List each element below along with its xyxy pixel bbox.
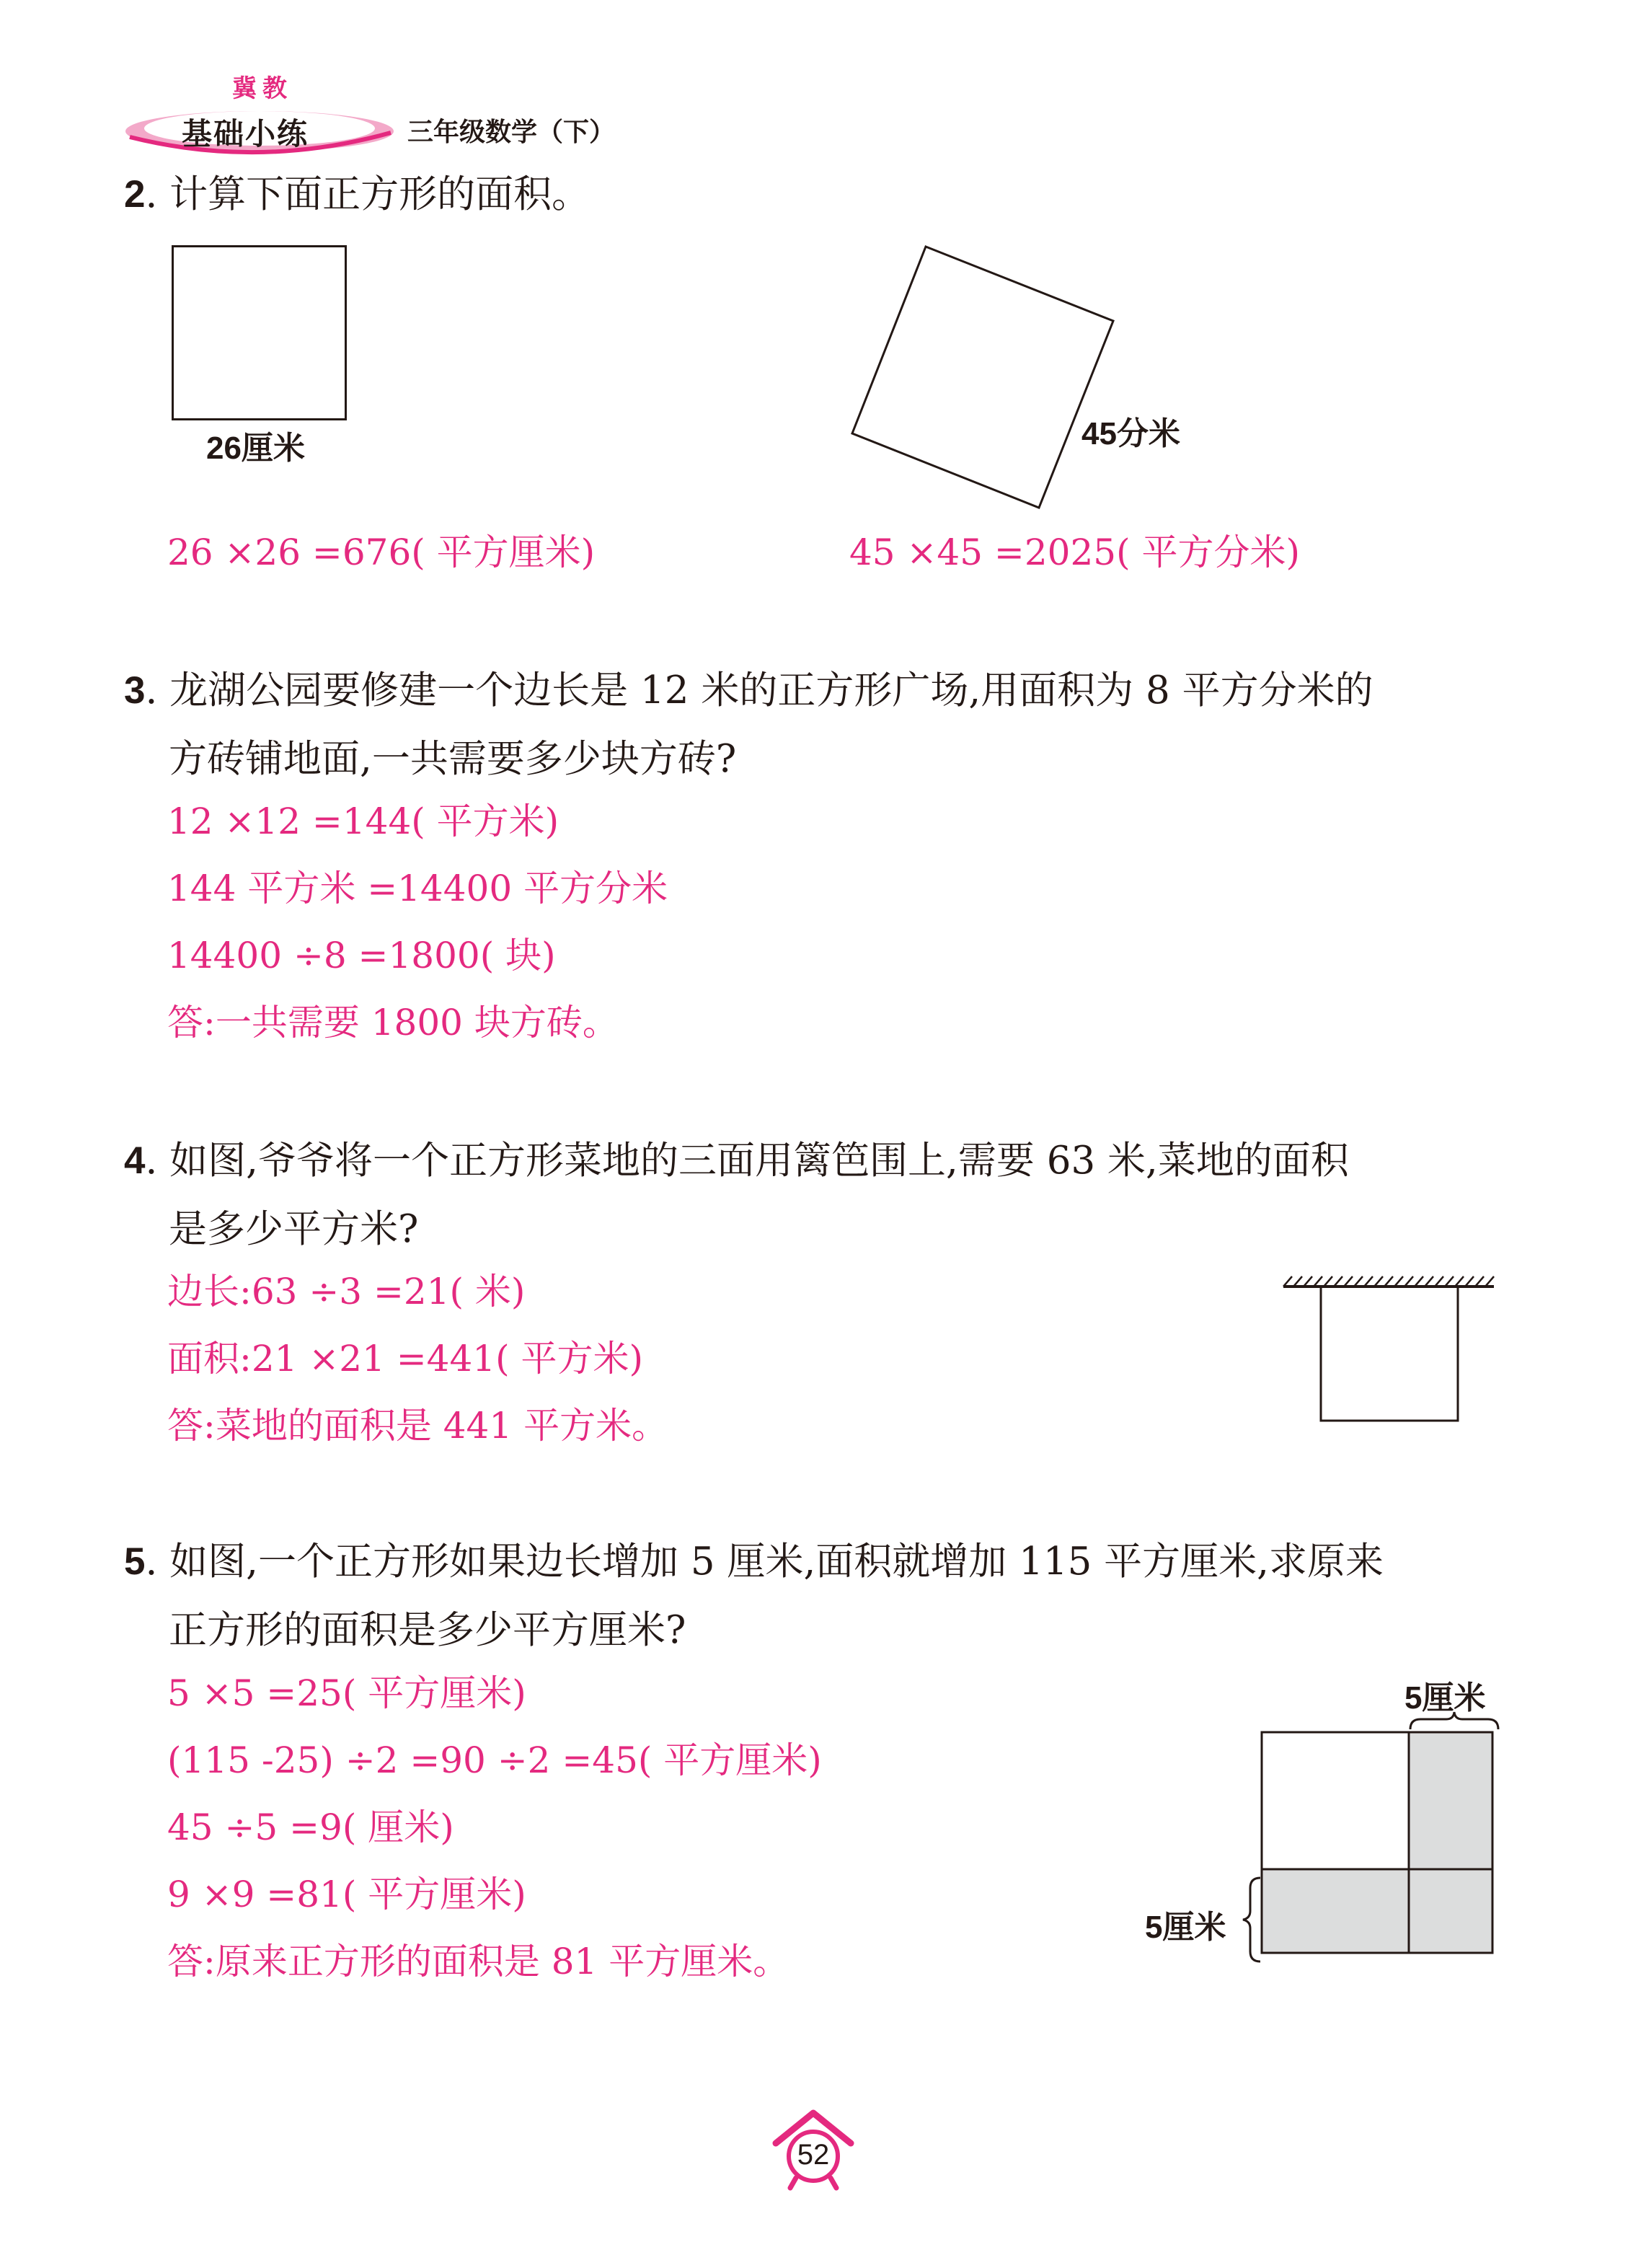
wall-hatching	[1283, 1276, 1494, 1287]
question-3-text	[124, 656, 1373, 793]
question-line: . 龙湖公园要修建一个边长是 12 米的正方形广场,用面积为 8 平方分米的	[145, 669, 1373, 712]
header	[123, 69, 642, 162]
fenced-garden-figure	[1278, 1269, 1501, 1435]
fence-three-sides	[1321, 1288, 1458, 1421]
question-5-text	[124, 1527, 1384, 1664]
answer-line: 45 ÷5 =9( 厘米)	[167, 1806, 454, 1848]
answer-line: 5 ×5 =25( 平方厘米)	[167, 1672, 526, 1714]
answer-line: 144 平方米 =14400 平方分米	[167, 868, 668, 909]
rotated-square-figure-45dm	[836, 231, 1139, 534]
answer-line: 14400 ÷8 =1800( 块)	[167, 935, 556, 976]
left-dimension-label: 5厘米	[1145, 1910, 1226, 1945]
question-line: . 如图,一个正方形如果边长增加 5 厘米,面积就增加 115 平方厘米,求原来	[145, 1540, 1384, 1584]
side-length-label-45dm: 45分米	[1081, 416, 1180, 451]
answer-line: 边长:63 ÷3 =21( 米)	[167, 1271, 526, 1312]
question-number: 5	[124, 1540, 146, 1583]
question-4-text	[124, 1126, 1349, 1263]
question-line: 是多少平方米?	[169, 1207, 419, 1251]
grade-subject: 三年级数学（下）	[407, 118, 616, 147]
edition-label: 冀教	[232, 74, 293, 103]
question-number: 3	[124, 669, 146, 712]
left-brace-icon	[1240, 1875, 1262, 1964]
answer-line: 答:一共需要 1800 块方砖。	[167, 1002, 619, 1043]
question-line: 正方形的面积是多少平方厘米?	[169, 1608, 686, 1652]
answer-block	[167, 1660, 822, 1995]
answer-block	[167, 788, 668, 1056]
answer-line: 9 ×9 =81( 平方厘米)	[167, 1874, 526, 1915]
answer-block	[167, 1258, 668, 1460]
square-figure-26cm	[172, 245, 347, 420]
question-line: 方砖铺地面,一共需要多少块方砖?	[169, 737, 737, 781]
question-2-text	[124, 160, 590, 229]
page-number-badge	[770, 2106, 857, 2192]
question-line: . 计算下面正方形的面积。	[145, 172, 590, 216]
question-line: . 如图,爷爷将一个正方形菜地的三面用篱笆围上,需要 63 米,菜地的面积	[145, 1139, 1349, 1183]
series-title: 基础小练	[182, 116, 309, 151]
answer-line: (115 -25) ÷2 =90 ÷2 =45( 平方厘米)	[167, 1739, 822, 1781]
page-number: 52	[797, 2139, 830, 2171]
answer-line: 答:原来正方形的面积是 81 平方厘米。	[167, 1941, 789, 1982]
answer-line: 答:菜地的面积是 441 平方米。	[167, 1405, 668, 1447]
answer-line: 面积:21 ×21 =441( 平方米)	[167, 1338, 644, 1380]
added-strip-bottom	[1262, 1869, 1492, 1953]
question-number: 2	[124, 173, 146, 216]
answer-line: 45 ×45 =2025( 平方分米)	[849, 531, 1300, 573]
answer-line: 26 ×26 =676( 平方厘米)	[167, 531, 596, 573]
answer-line: 12 ×12 =144( 平方米)	[167, 800, 559, 842]
enlarged-square-figure	[1255, 1722, 1500, 1967]
question-number: 4	[124, 1139, 146, 1182]
side-length-label-26cm: 26厘米	[206, 431, 305, 466]
top-dimension-label: 5厘米	[1404, 1680, 1486, 1716]
